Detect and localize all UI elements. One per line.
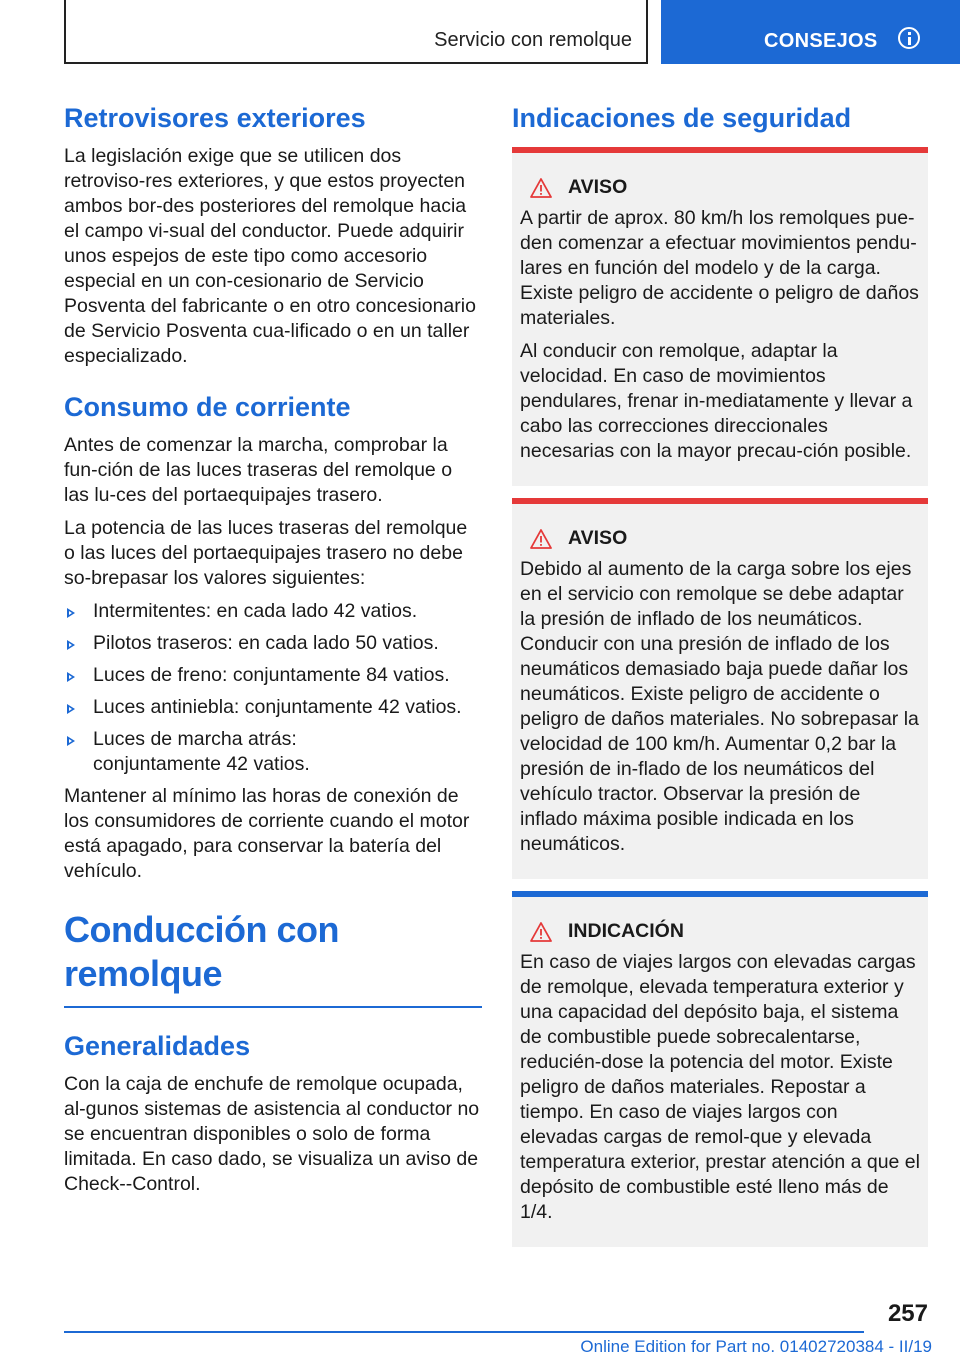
warning-box-2: [512, 498, 928, 879]
note-paragraph: En caso de viajes largos con elevadas cargas de remolque, elevada temperatura exterior y una capacidad del depósito baja, el sistema de combustible puede sobrecalentarse, reducién-dose la potencia del motor. Existe peligro de daños materiales. Repostar a tiempo. En caso de viajes largos con elevadas cargas de remol-que y elevada temperatura exterior, prestar atención a que el depósito de combustible esté lleno más de 1/4.: [520, 951, 920, 1223]
chapter-divider: [64, 1006, 482, 1008]
warning-triangle-icon: [530, 922, 552, 942]
header-section-title: Servicio con remolque: [434, 29, 632, 51]
warning-label: AVISO: [568, 527, 628, 549]
list-item: [64, 695, 482, 720]
warning-header: [520, 526, 920, 551]
note-box: [512, 891, 928, 1247]
warning-header: [520, 175, 920, 200]
tab-consejos-label: CONSEJOS: [764, 30, 878, 52]
paragraph-consumo-1: Antes de comenzar la marcha, comprobar la fun-ción de las luces traseras del remolque o las lu-ces del portaequipajes trasero.: [64, 434, 453, 506]
section-title-retrovisores: Retrovisores exteriores: [64, 103, 366, 133]
warning-triangle-icon: [530, 178, 552, 198]
tab-consejos[interactable]: [661, 0, 960, 64]
warning-box-1: [512, 147, 928, 486]
section-title-seguridad: Indicaciones de seguridad: [512, 103, 852, 133]
left-column: [64, 100, 482, 1197]
triangle-bullet-icon: [67, 608, 75, 618]
footer-edition: Online Edition for Part no. 01402720384 - II/19: [580, 1337, 932, 1356]
paragraph-consumo-2: La potencia de las luces traseras del remolque o las luces del portaequipajes trasero no debe so-brepasar los valores siguientes:: [64, 517, 468, 589]
paragraph-retrovisores: La legislación exige que se utilicen dos retroviso-res exteriores, y que estos proyecten ambos bor-des posteriores del remolque hacia el campo vi-sual del conductor. Puede adquirir unos espejos de este tipo como accesorio especial en un con-cesionario de Servicio Posventa del fabricante o en otro concesionario de Servicio Posventa cua-lificado o en un taller especializado.: [64, 145, 476, 367]
section-title-generalidades: Generalidades: [64, 1031, 251, 1061]
triangle-bullet-icon: [67, 640, 75, 650]
bullet-list: [64, 599, 482, 777]
list-item: [64, 599, 482, 624]
list-item: [64, 727, 482, 777]
list-item: [64, 631, 482, 656]
warning-label: AVISO: [568, 176, 628, 198]
triangle-bullet-icon: [67, 736, 75, 746]
warning-paragraph: Al conducir con remolque, adaptar la velocidad. En caso de movimientos pendulares, frenar in-mediatamente y llevar a cabo las correcciones direccionales necesarias con la mayor precau-ción posible.: [520, 340, 913, 462]
list-item-text: Intermitentes: en cada lado 42 vatios.: [93, 600, 418, 622]
header-section-box: [64, 0, 648, 64]
list-item: [64, 663, 482, 688]
warning-paragraph: A partir de aprox. 80 km/h los remolques pue-den comenzar a efectuar movimientos pendu-lares en función del modelo y de la carga. Existe peligro de accidente o peligro de daños materiales.: [520, 207, 919, 329]
list-item-text: Pilotos traseros: en cada lado 50 vatios.: [93, 632, 439, 654]
warning-paragraph: Debido al aumento de la carga sobre los ejes en el servicio con remolque se debe adaptar la presión de inflado de los neumáticos. Conducir con una presión de inflado de los neumáticos demasiado baja puede dañar los neumáticos. Existe peligro de accidente o peligro de daños materiales. No sobrepasar la velocidad de 100 km/h. Aumentar 0,2 bar la presión de in-flado de los neumáticos del vehículo tractor. Observar la presión de inflado máxima posible indicada en los neumáticos.: [520, 558, 919, 855]
list-item-text: Luces antiniebla: conjuntamente 42 vatios.: [93, 696, 462, 718]
list-item-text: Luces de freno: conjuntamente 84 vatios.: [93, 664, 450, 686]
note-header: [520, 919, 920, 944]
section-title-consumo: Consumo de corriente: [64, 392, 351, 422]
paragraph-generalidades: Con la caja de enchufe de remolque ocupada, al-gunos sistemas de asistencia al conductor no se encuentran disponibles o solo de forma limitada. En caso dado, se visualiza un aviso de Check--Control.: [64, 1073, 480, 1195]
right-column: [512, 100, 928, 1257]
warning-triangle-icon: [530, 529, 552, 549]
paragraph-consumo-3: Mantener al mínimo las horas de conexión de los consumidores de corriente cuando el motor está apagado, para conservar la batería del vehículo.: [64, 785, 470, 882]
triangle-bullet-icon: [67, 672, 75, 682]
info-icon: [898, 27, 920, 49]
list-item-text: Luces de marcha atrás: conjuntamente 42 vatios.: [93, 728, 310, 775]
chapter-title: Conducción con remolque: [64, 909, 339, 994]
page-number: 257: [887, 1300, 928, 1327]
note-label: INDICACIÓN: [568, 920, 684, 942]
footer-divider: [64, 1331, 864, 1333]
triangle-bullet-icon: [67, 704, 75, 714]
